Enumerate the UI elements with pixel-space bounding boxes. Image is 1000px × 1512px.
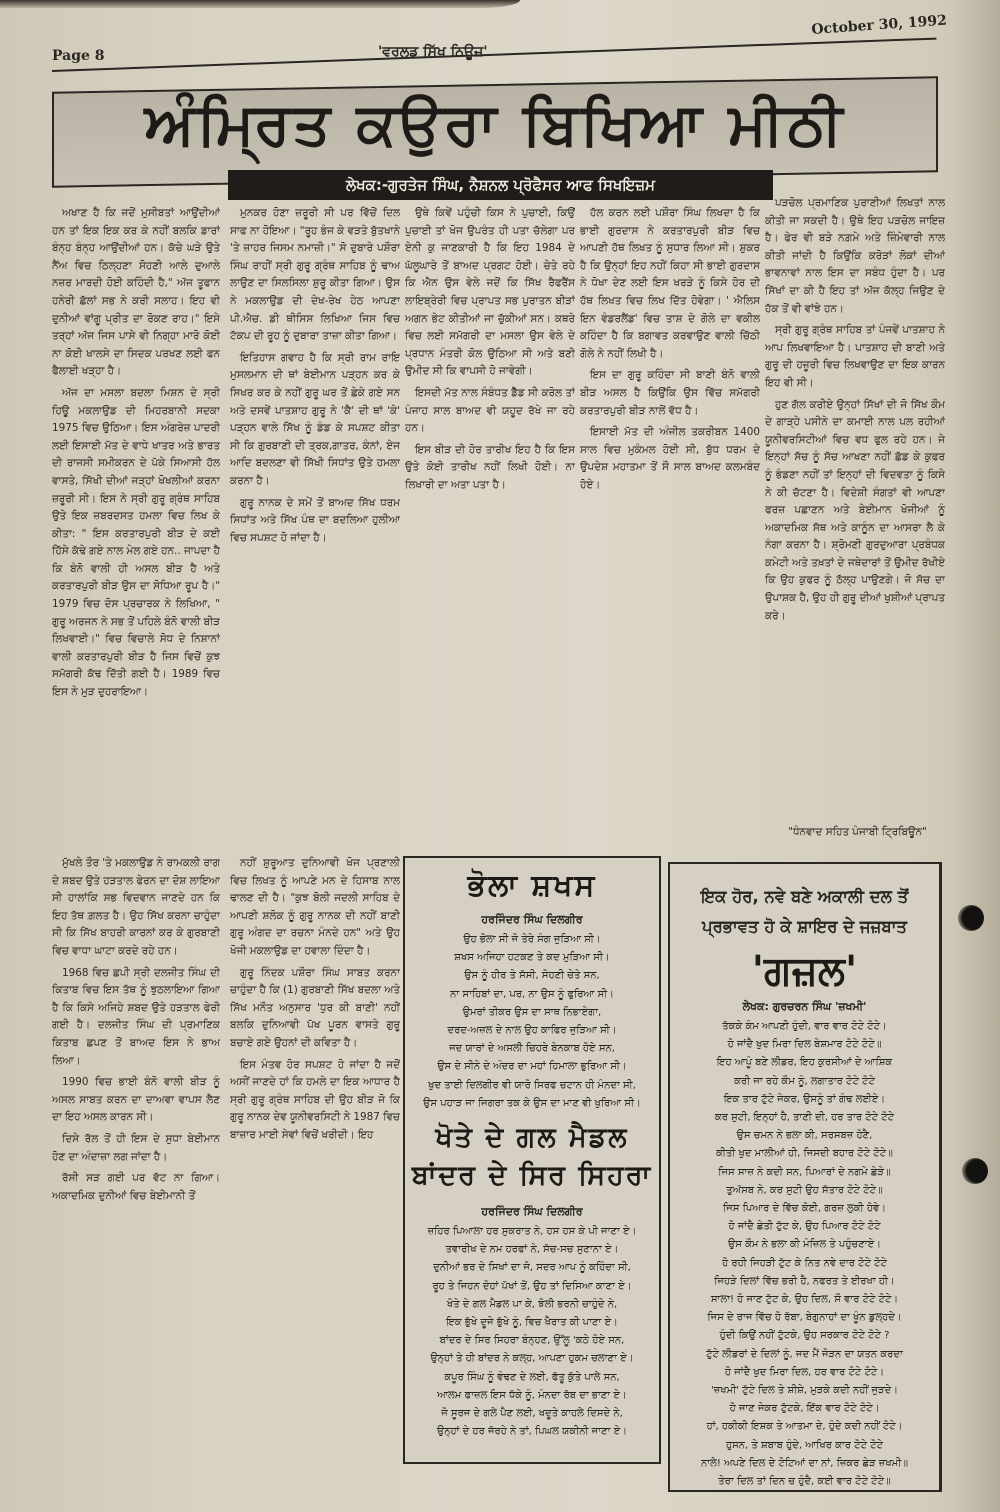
- paragraph: ਇਤਿਹਾਸ ਗਵਾਹ ਹੈ ਕਿ ਸ੍ਰੀ ਰਾਮ ਰਾਇ ਮੁਸਲਮਾਨ ਦੀ ਥਾਂ ਬੇਈਮਾਨ ਪੜ੍ਹਨ ਕਰ ਕੇ ਸਿਖਰ ਕਰ ਕੇ ਨਹੀਂ ਗੁਰੂ ਘਰ ਤੋਂ ਛੇਕੇ ਗਏ ਸਨ ਅਤੇ ਦਸਵੇਂ ਪਾਤਸ਼ਾਹ ਗੁਰੂ ਨੇ 'ਕੈ' ਦੀ ਥਾਂ 'ਕੇ' ਪੜ੍ਹਨ ਵਾਲੇ ਸਿੱਖ ਨੂੰ ਡੰਡ ਕੇ ਸਪਸ਼ਟ ਕੀਤਾ ਸੀ ਕਿ ਗੁਰਬਾਣੀ ਦੀ ਤ੍ਰਕ,ਗਾਤਰ, ਕੰਨਾਂ, ਏਜ ਆਦਿ ਬਦਲਣਾ ਵੀ ਸਿੱਖੀ ਸਿਧਾਂਤ ਉਤੇ ਹਮਲਾ ਕਰਨਾ ਹੈ।: [230, 351, 400, 487]
- poem-line: ਉਸ ਪਹਾੜ ਜਾ ਜਿਗਰਾ ਤਕ ਕੇ ਉਸ ਦਾ ਮਾਣ ਵੀ ਖੁਰਿਆ ਸੀ।: [423, 1097, 641, 1109]
- paragraph: ਇਸ ਮੰਤਵ ਹੋਰ ਸਪਸ਼ਟ ਹੋ ਜਾਂਦਾ ਹੈ ਜਦੋਂ ਅਸੀਂ ਜਾਣਦੇ ਹਾਂ ਕਿ ਹਮਲੇ ਦਾ ਇਕ ਆਧਾਰ ਹੈ ਸ੍ਰੀ ਗੁਰੂ ਗ੍ਰੰਥ ਸਾਹਿਬ ਦੀ ਉਹ ਬੀੜ ਜੋ ਕਿ ਗੁਰੂ ਨਾਨਕ ਦੇਵ ਯੂਨੀਵਰਸਿਟੀ ਨੇ 1987 ਵਿਚ ਬਾਜ਼ਾਰ ਮਾਈ ਸੇਵਾਂ ਵਿਚੋਂ ਖਰੀਦੀ। ਇਹ: [230, 1058, 400, 1141]
- poem-line: ਹੁਸਨ, ਤੇ ਸ਼ਬਾਬ ਹੁੰਦੇ, ਆਖਿਰ ਕਾਰ ਟੋਟੇ ਟੋਟੇ: [726, 1439, 883, 1451]
- paragraph: ਉਥੇ ਕਿਵੇਂ ਪਹੁੰਚੀ ਕਿਸ ਨੇ ਪੁਚਾਈ, ਕਿਉਂ ਪੁਚਾਈ ਤਾਂ ਖੋਜ ਉਪਰੰਤ ਹੀ ਪਤਾ ਚੱਲੇਗਾ ਪਰ ਏਨੀ ਕੁ ਜਾਣਕਾਰੀ ਹੈ ਕਿ ਇਹ 1984 ਦੇ ਘੱਲੂਘਾਰੇ ਤੋਂ ਬਾਅਦ ਪ੍ਰਗਟ ਹੋਈ। ਚੇਤੇ ਰਹੇ ਕਿ ਐਨ ਉਸ ਵੇਲੇ ਜਦੋਂ ਕਿ ਸਿੱਖ ਰੈਫਰੈਂਸ ਲਾਇਬ੍ਰੇਰੀ ਵਿਚ ਪ੍ਰਾਪਤ ਸਭ ਪੁਰਾਤਨ ਬੀੜਾਂ ਅਗਨ ਭੇਟ ਕੀਤੀਆਂ ਜਾ ਚੁੱਕੀਆਂ ਸਨ। ਕਥਰੇ ਵਿਚ ਲਈ ਸਮੱਗਰੀ ਦਾ ਮਸਲਾ ਉਸ ਵੇਲੇ ਦੇ ਪ੍ਰਧਾਨ ਮੰਤਰੀ ਕੋਲ ਉਠਿਆ ਸੀ ਅਤੇ ਬਣੀ ਉਮੀਦ ਸੀ ਕਿ ਵਾਪਸੀ ਹੋ ਜਾਵੇਗੀ।: [405, 207, 575, 378]
- paragraph: ਮੁੱਖਲੇ ਤੌਰ 'ਤੇ ਮਕਲਾਉਡ ਨੇ ਰਾਮਕਲੀ ਰਾਗ ਦੇ ਸ਼ਬਦ ਉਤੇ ਹੜਤਾਲ ਫੇਰਨ ਦਾ ਦੋਸ਼ ਲਾਇਆ ਸੀ ਹਾਲਾਂਕਿ ਸਭ ਵਿਦਵਾਨ ਜਾਣਦੇ ਹਨ ਕਿ ਇਹ ਤੱਥ ਗ਼ਲਤ ਹੈ। ਉਹ ਸਿੱਖ ਕਰਨਾ ਚਾਹੁੰਦਾ ਸੀ ਕਿ ਸਿੱਖ ਬਾਹਰੀ ਕਾਰਨਾਂ ਕਰ ਕੇ ਗੁਰਬਾਣੀ ਵਿਚ ਵਾਧਾ ਘਾਟਾ ਕਰਦੇ ਰਹੇ ਹਨ।: [52, 857, 220, 957]
- paragraph: ਗੁਰੂ ਨਾਨਕ ਦੇ ਸਮੇਂ ਤੋਂ ਬਾਅਦ ਸਿੱਖ ਧਰਮ ਸਿਧਾਂਤ ਅਤੇ ਸਿੱਖ ਪੰਥ ਦਾ ਬਦਲਿਆ ਹੁਲੀਆ ਵਿਚ ਸਪਸ਼ਟ ਹੋ ਜਾਂਦਾ ਹੈ।: [230, 496, 400, 544]
- article-column-3: [405, 205, 575, 845]
- poem-heading: ਇਕ ਹੋਰ, ਨਵੇ ਬਣੇ ਅਕਾਲੀ ਦਲ ਤੋਂ: [700, 887, 909, 906]
- paragraph: ਇਸਾਈ ਮੱਤ ਦੀ ਅੰਜੀਲ ਤਕਰੀਬਨ 1400 ਸਾਲ ਵਿਚ ਮੁਕੰਮਲ ਹੋਈ ਸੀ, ਬੁੱਧ ਧਰਮ ਦੇ ਉਪਦੇਸ਼ ਮਹਾਤਮਾ ਤੋਂ ਸੌ ਸਾਲ ਬਾਅਦ ਕਲਮਬੰਦ ਹੋਏ।: [580, 426, 760, 491]
- paragraph: ਗੁਰੂ ਨਿੰਦਕ ਪਸ਼ੌਰਾ ਸਿੰਘ ਸਾਬਤ ਕਰਨਾ ਚਾਹੁੰਦਾ ਹੈ ਕਿ (1) ਗੁਰਬਾਣੀ ਸਿੱਖ ਬਦਲਾ ਅਤੇ ਸਿੱਖ ਮਨੌਤ ਅਨੁਸਾਰ 'ਧੁਰ ਕੀ ਬਾਣੀ' ਨਹੀਂ ਬਲਕਿ ਦੁਨਿਆਵੀ ਪੱਖ ਪੂਰਨ ਵਾਸਤੇ ਗੁਰੂ ਬਚਾਏ ਗਏ ਉਹਨਾਂ ਦੀ ਕਵਿਤਾ ਹੈ।: [230, 966, 400, 1049]
- headline: ਅੰਮ੍ਰਿਤ ਕਉਰਾ ਬਿਖਿਆ ਮੀਠੀ: [144, 90, 846, 158]
- poem-line: ਇਕ ਤਾਰ ਟੁੱਟੇ ਜੇਕਰ, ਉਸਨੂੰ ਤਾਂ ਗੰਢ ਲਈਏ।: [723, 1093, 886, 1105]
- paragraph: ਅੱਜ ਦਾ ਮਸਲਾ ਬਦਲਾ ਮਿਸ਼ਨ ਦੇ ਸ੍ਰੀ ਹਿਊ ਮਕਲਾਉਡ ਦੀ ਮਿਹਰਬਾਨੀ ਸਦਕਾ 1975 ਵਿਚ ਉਠਿਆ। ਇਸ ਅੰਗਰੇਜ਼ ਪਾਦਰੀ ਲਈ ਇਸਾਈ ਮੱਤ ਦੇ ਵਾਧੇ ਖਾਤਰ ਅਤੇ ਭਾਰਤ ਦੀ ਰਾਜਸੀ ਸਮੀਕਰਨ ਦੇ ਪੱਕੇ ਸਿਆਸੀ ਹੱਲ ਵਾਸਤੇ, ਸਿੱਖੀ ਦੀਆਂ ਜੜ੍ਹਾਂ ਖੋਖਲੀਆਂ ਕਰਨਾ ਜ਼ਰੂਰੀ ਸੀ। ਇਸ ਨੇ ਸ੍ਰੀ ਗੁਰੂ ਗ੍ਰੰਥ ਸਾਹਿਬ ਉਤੇ ਇਕ ਜ਼ਬਰਦਸਤ ਹਮਲਾ ਵਿਚ ਲਿਖ ਕੇ ਕੀਤਾ: " ਇਸ ਕਰਤਾਰਪੁਰੀ ਬੀੜ ਦੇ ਕਈ ਹਿੱਸੇ ਕੱਢੇ ਗਏ ਨਾਲ ਮੇਲ ਗਏ ਹਨ.. ਜਾਪਦਾ ਹੈ ਕਿ ਬੰਨੋ ਵਾਲੀ ਹੀ ਅਸਲ ਬੀੜ ਹੈ ਅਤੇ ਕਰਤਾਰਪੁਰੀ ਬੀੜ ਉਸ ਦਾ ਸੋਧਿਆ ਰੂਪ ਹੈ।" 1979 ਵਿਚ ਦੋਸ ਪ੍ਰਚਾਰਕ ਨੇ ਲਿਖਿਆ, " ਗੁਰੂ ਅਰਜਨ ਨੇ ਸਭ ਤੋਂ ਪਹਿਲੇ ਬੰਨੋ ਵਾਲੀ ਬੀੜ ਲਿਖਵਾਈ।" ਵਿਚ ਵਿਚਾਲੇ ਸੋਧ ਦੇ ਨਿਸ਼ਾਨਾਂ ਵਾਲੀ ਕਰਤਾਰਪੁਰੀ ਬੀੜ ਹੈ ਜਿਸ ਵਿਚੋਂ ਕੁਝ ਸਮੱਗਰੀ ਕੱਢ ਦਿੱਤੀ ਗਈ ਹੈ। 1989 ਵਿਚ ਇਸ ਨੇ ਮੁੜ ਦੁਹਰਾਇਆ।: [52, 386, 220, 699]
- paragraph: ਇਸਦੀ ਮੱਤ ਨਾਲ ਸੰਬੰਧਤ ਡੈੱਡ ਸੀ ਕਰੋਲ ਤਾਂ ਪੰਜਾਹ ਸਾਲ ਬਾਅਦ ਵੀ ਯਹੂਦ ਰੱਖੇ ਜਾ ਰਹੇ ਹਨ।: [405, 386, 575, 435]
- poem-line: ਜਿਹੜੇ ਦਿਲਾਂ ਵਿੱਚ ਭਰੀ ਹੈ, ਨਫਰਤ ਤੇ ਈਰਖਾ ਹੀ।: [714, 1275, 895, 1287]
- poem-line: ਉਸ ਚਮਨ ਨੇ ਭਲਾ ਕੀ, ਸਰਸਬਜ਼ ਹੋਣੈ,: [736, 1130, 873, 1142]
- article-column-7: [230, 855, 400, 1485]
- poem-body: [405, 1223, 659, 1441]
- poem-title: ਬਾਂਦਰ ਦੇ ਸਿਰ ਸਿਹਰਾ: [411, 1160, 653, 1192]
- poem-line: ਕਪੂਰ ਸਿੰਘ ਨੂੰ ਵੰਢਣ ਦੇ ਲਈ, ਫੱਤੂ ਕੁੱਤੇ ਪਾਲੇ ਸਨ,: [444, 1371, 620, 1383]
- poem-author: ਲੇਖਕ: ਗੁਰਚਰਨ ਸਿੰਘ 'ਜ਼ਖਮੀ': [742, 1000, 867, 1013]
- poem-line: ਉਨ੍ਹਾਂ ਤੇ ਹੀ ਬਾਂਦਰ ਨੇ ਕਲ੍ਹ, ਆਪਣਾ ਹੁਕਮ ਚਲਾਣਾ ਏ।: [430, 1353, 634, 1365]
- paragraph: ਹੱਲ ਕਰਨ ਲਈ ਪਸ਼ੌਰਾ ਸਿੰਘ ਲਿਖਦਾ ਹੈ ਕਿ ਭਾਈ ਗੁਰਦਾਸ ਨੇ ਕਰਤਾਰਪੁਰੀ ਬੀੜ ਵਿਚ ਆਪਣੀ ਹੱਥ ਲਿਖਤ ਨੂੰ ਸੁਧਾਰ ਲਿਆ ਸੀ। ਸ਼ੁਕਰ ਹੈ ਕਿ ਉਨ੍ਹਾਂ ਇਹ ਨਹੀਂ ਕਿਹਾ ਸੀ ਭਾਈ ਗੁਰਦਾਸ ਨੇ ਧੋਖਾ ਦੇਣ ਲਈ ਇਸ ਖਰੜੇ ਨੂੰ ਕਿਸੇ ਹੋਰ ਦੀ ਹੱਥ ਲਿਖਤ ਵਿਚ ਲਿਖ ਦਿੱਤ ਹੋਵੇਗਾ। ' ਐਲਿਸ ਇਨ ਵੰਡਰਲੈਂਡ' ਵਿਚ ਤਾਸ਼ ਦੇ ਗੋਲੇ ਦਾ ਵਕੀਲ ਕਹਿੰਦਾ ਹੈ ਕਿ ਬਗਾਵਤ ਕਰਵਾਉਣ ਵਾਲੀ ਚਿੱਠੀ ਗੋਲੇ ਨੇ ਨਹੀਂ ਲਿਖੀ ਹੈ।: [580, 207, 760, 360]
- poem-line: ਹੋ ਜਾਣ ਜੇਕਰ ਟੁੱਟਕੇ, ਇੱਕ ਵਾਰ ਟੋਟੇ ਟੋਟੇ।: [729, 1403, 880, 1415]
- article-column-1: [52, 205, 220, 845]
- poem-line: ਨਾ ਸਾਹਿਬਾਂ ਦਾ, ਪਰ, ਨਾ ਉਸ ਨੂੰ ਫੁਰਿਆ ਸੀ।: [450, 988, 614, 1000]
- poem-line: ਨਾਲੇ! ਅਪਣੇ ਦਿਲ ਦੇ ਟੋਟਿਆਂ ਦਾ ਨਾਂ, ਜ਼ਿਕਰ ਛੇੜ ਜ਼ਖਮੀ॥: [701, 1457, 908, 1469]
- poem-line: ਰੂਹ ਤੇ ਜਿਹਨ ਦੋਹਾਂ ਪੱਖਾਂ ਤੋਂ, ਉਹ ਤਾਂ ਦਿਸਿਆ ਕਾਣਾ ਏ।: [432, 1280, 632, 1292]
- article-column-2: [230, 205, 400, 845]
- poem-line: ਦੁਨੀਆਂ ਭਰ ਦੇ ਸਿਖਾਂ ਦਾ ਜੋ, ਸਦਰ ਆਪ ਨੂੰ ਕਹਿੰਦਾ ਸੀ,: [433, 1262, 631, 1274]
- poem-line: ਜਿਸ ਪਿਆਰ ਦੇ ਵਿੱਚ ਕੋਈ, ਗਰਜ਼ ਲੁਕੀ ਹੋਵੇ।: [723, 1203, 886, 1215]
- paragraph: 1990 ਵਿਚ ਭਾਈ ਬੰਨੋ ਵਾਲੀ ਬੀੜ ਨੂੰ ਅਸਲ ਸਾਬਤ ਕਰਨ ਦਾ ਦਾਅਵਾ ਵਾਪਸ ਲੈਣ ਦਾ ਇਹ ਅਸਲ ਕਾਰਨ ਸੀ।: [52, 1076, 220, 1124]
- page-number: Page 8: [52, 48, 105, 64]
- poem-line: 'ਜ਼ਖਮੀ' ਟੁੱਟੇ ਦਿਲ ਤੇ ਸ਼ੀਸ਼ੇ, ਮੁੜਕੇ ਕਦੀ ਨਹੀਂ ਜੁੜਦੇ।: [711, 1385, 898, 1397]
- article-column-5: [765, 195, 945, 785]
- article-column-4: [580, 205, 760, 845]
- poem-title: ਖੋਤੇ ਦੇ ਗਲ ਮੈਡਲ: [435, 1122, 629, 1154]
- issue-date: October 30, 1992: [810, 12, 948, 38]
- binder-hole: [962, 1158, 988, 1184]
- paragraph: ਰੱਸੀ ਸੜ ਗਈ ਪਰ ਵੱਟ ਨਾ ਗਿਆ। ਅਕਾਦਮਿਕ ਦੁਨੀਆਂ ਵਿਚ ਬੇਈਮਾਨੀ ਤੋਂ: [52, 1172, 220, 1202]
- poem-line: ਉਸ ਕੌਮ ਨੇ ਭਲਾ ਕੀ ਮੰਜ਼ਿਲ ਤੇ ਪਹੁੰਚਣਾਏ।: [728, 1239, 881, 1251]
- poem-line: ਉਮਰਾਂ ਤੀਕਰ ਉਸ ਦਾ ਸਾਥ ਨਿਭਾਏਗਾ,: [462, 1006, 602, 1018]
- poem-line: ਹੋ ਰਹੀ ਜਿਹੜੀ ਟੁੱਟ ਕੇ ਨਿਤ ਨਵੇ ਦਾਰ ਟੋਟੇ ਟੋਟੇ: [722, 1257, 887, 1269]
- poem-line: ਤੱਕਕੇ ਕੰਮ ਆਪਣੀ ਹੁੰਦੀ, ਵਾਰ ਵਾਰ ਟੋਟੇ ਟੋਟੇ।: [722, 1021, 887, 1032]
- poem-body: [670, 1018, 939, 1491]
- paragraph: ਇਸ ਬੀੜ ਦੀ ਹੋਰ ਤਾਰੀਖ ਇਹ ਹੈ ਕਿ ਇਸ ਉਤੇ ਕੋਈ ਤਾਰੀਖ ਨਹੀਂ ਲਿਖੀ ਹੋਈ। ਨਾ ਲਿਖਾਰੀ ਦਾ ਅਤਾ ਪਤਾ ਹੈ।: [405, 443, 575, 491]
- poem-line: ਕੀਤੀ ਖੁਦ ਮਾਲੀਆਂ ਹੀ, ਜਿਸਦੀ ਬਹਾਰ ਟੋਟੇ ਟੋਟੇ॥: [716, 1148, 893, 1160]
- poem-box-right: [668, 862, 942, 1492]
- poem-line: ਖੋਤੇ ਦੇ ਗਲ ਮੈਡਲ ਪਾ ਕੇ, ਝੋਲੀ ਭਰਨੀ ਚਾਹੁੰਦੇ ਨੇ,: [446, 1298, 618, 1310]
- poem-heading: ਪ੍ਰਭਾਵਤ ਹੋ ਕੇ ਸ਼ਾਇਰ ਦੇ ਜਜ਼ਬਾਤ: [701, 917, 907, 936]
- header-rule: [52, 38, 936, 72]
- poem-line: ਕਰੀ ਜਾ ਰਹੇ ਕੌਮ ਨੂੰ, ਲਗਾਤਾਰ ਟੋਟੇ ਟੋਟੇ: [734, 1075, 875, 1087]
- poem-line: ਜ਼ਹਿਰ ਪਿਆਲਾ ਹਰ ਸੁਕਰਾਤ ਨੇ, ਹਸ ਹਸ ਕੇ ਪੀ ਜਾਣਾ ਏ।: [427, 1226, 637, 1238]
- poem-line: ਤੇਰਾ ਦਿਲ ਤਾਂ ਦਿਨ ਚ ਹੁੰਦੈ, ਕਈ ਵਾਰ ਟੋਟੇ ਟੋਟੇ॥: [718, 1476, 891, 1488]
- poem-line: ਹੋ ਜਾਂਦੈ ਖੁਦ ਮਿਰਾ ਦਿਲ ਬੇਸ਼ਮਾਰ ਟੋਟੇ ਟੋਟੇ॥: [727, 1039, 882, 1051]
- poem-line: ਉਸ ਨੂੰ ਹੀਰ ਤੇ ਸੱਸੀ, ਸੋਹਣੀ ਚੇਤੇ ਸਨ,: [464, 970, 600, 982]
- paragraph: ਹੁਣ ਗੱਲ ਕਰੀਏ ਉਨ੍ਹਾਂ ਸਿੱਖਾਂ ਦੀ ਜੋ ਸਿੱਖ ਕੌਮ ਦੇ ਗਾੜ੍ਹੇ ਪਸੀਨੇ ਦਾ ਕਮਾਈ ਨਾਲ ਪਲ ਰਹੀਆਂ ਯੂਨੀਵਰਸਿਟੀਆਂ ਵਿਚ ਵਧ ਫੁਲ ਰਹੇ ਹਨ। ਜੇ ਇਨ੍ਹਾਂ ਸੱਚ ਨੂੰ ਸੱਚ ਆਖਣਾ ਨਹੀਂ ਛੱਡ ਕੇ ਕੁਫਰ ਨੂੰ ਭੰਡਣਾ ਨਹੀਂ ਤਾਂ ਇਨ੍ਹਾਂ ਦੀ ਵਿਦਵਤਾ ਨੂੰ ਕਿਸੇ ਨੇ ਕੀ ਚੱਟਣਾ ਹੈ। ਵਿਦੇਸ਼ੀ ਸੰਗਤਾਂ ਵੀ ਆਪਣਾ ਫਰਜ਼ ਪਛਾਣਨ ਅਤੇ ਬੇਈਮਾਨ ਖੋਜੀਆਂ ਨੂੰ ਅਕਾਦਮਿਕ ਸੱਥ ਅਤੇ ਕਾਨੂੰਨ ਦਾ ਆਸਰਾ ਲੈ ਕੇ ਨੰਗਾ ਕਰਨਾ ਹੈ। ਸ਼੍ਰੋਮਣੀ ਗੁਰਦੁਆਰਾ ਪ੍ਰਬੰਧਕ ਕਮੇਟੀ ਅਤੇ ਤਖ਼ਤਾਂ ਦੇ ਜਥੇਦਾਰਾਂ ਤੋਂ ਉਮੀਦ ਰੱਖੀਏ ਕਿ ਉਹ ਕੁਫਰ ਨੂੰ ਠੱਲ੍ਹ ਪਾਉਣਗੇ। ਜੋ ਸੱਚ ਦਾ ਉਪਾਸ਼ਕ ਹੈ, ਉਹ ਹੀ ਗੁਰੂ ਦੀਆਂ ਖੁਸ਼ੀਆਂ ਪ੍ਰਾਪਤ ਕਰੇ।: [765, 398, 945, 622]
- poem-line: ਸ਼ਖਸ ਅਜਿਹਾ ਹਟਕਣ ਤੇ ਕਦ ਮੁੜਿਆ ਸੀ।: [454, 952, 610, 964]
- paragraph: ਸ੍ਰੀ ਗੁਰੂ ਗ੍ਰੰਥ ਸਾਹਿਬ ਤਾਂ ਪੰਜਵੇਂ ਪਾਤਸ਼ਾਹ ਨੇ ਆਪ ਲਿਖਵਾਇਆ ਹੈ। ਪਾਤਸ਼ਾਹ ਦੀ ਬਾਣੀ ਅਤੇ ਗੁਰੂ ਦੀ ਹਜ਼ੂਰੀ ਵਿਚ ਲਿਖਵਾਉਣ ਦਾ ਇਕ ਕਾਰਨ ਇਹ ਵੀ ਸੀ।: [765, 324, 945, 389]
- byline: ਲੇਖਕ:-ਗੁਰਤੇਜ ਸਿੰਘ, ਨੈਸ਼ਨਲ ਪ੍ਰੋਫੈਸਰ ਆਫ ਸਿਖਇਜ਼ਮ: [228, 170, 773, 200]
- poem-line: ਤੁਅੱਸਬ ਨੇ, ਕਰ ਸੁਟੀ ਉਹ ਸੱਤਾਰ ਟੋਟੇ ਟੋਟੇ॥: [726, 1184, 883, 1196]
- poem-line: ਹੁੰਦੀ ਕਿਉਂ ਨਹੀਂ ਟੁੱਟਕੇ, ਉਹ ਸਰਕਾਰ ਟੋਟੇ ਟੋਟੇ ?: [719, 1330, 890, 1342]
- poem-title: 'ਗਜ਼ਲ': [751, 948, 858, 994]
- poem-line: ਤਵਾਰੀਖ ਦੇ ਨਮ ਹਰਫਾਂ ਨੇ, ਸੱਚ-ਸਚ ਸੁਣਾਨਾ ਏ।: [445, 1244, 619, 1256]
- paragraph: ਇਸ ਦਾ ਗੁਰੂ ਕਹਿੰਦਾ ਸੀ ਬਾਣੀ ਬੰਨੋ ਵਾਲੀ ਬੀੜ ਅਸਲ ਹੈ ਕਿਉਂਕਿ ਉਸ ਵਿੱਚ ਸਮੱਗਰੀ ਕਰਤਾਰਪੁਰੀ ਬੀੜ ਨਾਲੋਂ ਵੱਧ ਹੈ।: [580, 369, 760, 417]
- poem-line: ਉਸ ਦੇ ਸੀਨੇ ਦੇ ਅੰਦਰ ਦਾ ਮਹਾਂ ਹਿਮਾਲਾ ਭੁਰਿਆ ਸੀ।: [437, 1061, 627, 1073]
- paragraph: ਦਿਸੇ ਰੱਲ ਤੋਂ ਹੀ ਇਸ ਦੇ ਸੁਧਾ ਬੇਈਮਾਨ ਹੋਣ ਦਾ ਅੰਦਾਜ਼ਾ ਲਗ ਜਾਂਦਾ ਹੈ।: [52, 1132, 220, 1163]
- poem-line: ਇਹ ਆਪੂੰ ਬਣੇ ਲੀਡਰ, ਇਹ ਕੁਰਸੀਆਂ ਦੇ ਆਸ਼ਿਕ: [716, 1057, 893, 1069]
- paragraph: 1968 ਵਿਚ ਛਪੀ ਸ੍ਰੀ ਦਲਜੀਤ ਸਿੰਘ ਦੀ ਕਿਤਾਬ ਵਿਚ ਇਸ ਤੱਥ ਨੂੰ ਝੁਠਲਾਇਆ ਗਿਆ ਹੈ ਕਿ ਕਿਸੇ ਅਜਿਹੇ ਸ਼ਬਦ ਉਤੇ ਹੜਤਾਲ ਫੇਰੀ ਗਈ ਹੈ। ਦਲਜੀਤ ਸਿੰਘ ਦੀ ਪ੍ਰਮਾਣਿਕ ਕਿਤਾਬ ਛਪਣ ਤੋਂ ਬਾਅਦ ਇਸ ਨੇ ਭਾਅ ਲਿਆ।: [52, 966, 220, 1067]
- paragraph: ਮੁਨਕਰ ਹੋਣਾ ਜ਼ਰੂਰੀ ਸੀ ਪਰ ਵਿੱਚੋਂ ਦਿਲ ਸਾਫ ਨਾ ਹੋਇਆ। "ਰੂਹ ਭੰਜ ਕੇ ਵੜਤੇ ਬੁੱਤਖਾਨੇ 'ਤੇ ਜ਼ਾਹਰ ਜਿਸਮ ਨਮਾਜ਼ੀ।" ਸੋ ਦੁਬਾਰੇ ਪਸ਼ੌਰਾ ਸਿੰਘ ਰਾਹੀਂ ਸ੍ਰੀ ਗੁਰੂ ਗ੍ਰੰਥ ਸਾਹਿਬ ਨੂੰ ਢਾਅ ਲਾਉਣ ਦਾ ਸਿਲਸਿਲਾ ਸ਼ੁਰੂ ਕੀਤਾ ਗਿਆ। ਉਸ ਨੇ ਮਕਲਾਉਡ ਦੀ ਦੇਖ-ਰੇਖ ਹੇਠ ਆਪਣਾ ਪੀ.ਐਚ. ਡੀ ਥੀਸਿਸ ਲਿਖਿਆ ਜਿਸ ਵਿਚ ਟੱਕਪ ਦੀ ਰੂਹ ਨੂੰ ਦੁਬਾਰਾ ਤਾਜ਼ਾ ਕੀਤਾ ਗਿਆ।: [230, 207, 400, 343]
- paragraph: ਨਹੀਂ ਸ਼ੁਰੂਆਤ ਦੁਨਿਆਵੀ ਖੋਜ ਪ੍ਰਣਾਲੀ ਵਿਚ ਲਿਖਤ ਨੂੰ ਆਪਣੇ ਮਨ ਦੇ ਹਿਸਾਬ ਨਾਲ ਢਾਲਣ ਦੀ ਹੈ। "ਕੁਝ ਬੋਲੀ ਜਦਲੀ ਸਾਹਿਬ ਦੇ ਆਪਣੀ ਸ਼ਲੋਕ ਨੂੰ ਗੁਰੂ ਨਾਨਕ ਦੀ ਨਹੀਂ ਬਾਣੀ ਗੁਰੂ ਅੰਗਦ ਦਾ ਰਚਨਾ ਮੰਨਦੇ ਹਨ" ਅਤੇ ਉਹ ਖੋਜੀ ਮਕਲਾਉਡ ਦਾ ਹਵਾਲਾ ਦਿੰਦਾ ਹੈ।: [230, 857, 400, 957]
- poem-author: ਹਰਜਿੰਦਰ ਸਿੰਘ ਦਿਲਗੀਰ: [481, 913, 583, 926]
- poem-title: ਭੋਲਾ ਸ਼ਖਸ: [467, 868, 597, 903]
- poem-line: ਆਲਮ ਫਾਜ਼ਲ ਇਸ ਧੱਕੇ ਨੂੰ, ਮੰਨਦਾ ਰੱਬ ਦਾ ਭਾਣਾ ਏ।: [437, 1389, 627, 1401]
- poem-box-left: [403, 856, 661, 1464]
- poem-line: ਹੋ ਜਾਂਦੈ ਖੁਦ ਮਿਰਾ ਦਿਲ, ਹਰ ਵਾਰ ਟੋਟੇ ਟੋਟੇ।: [724, 1366, 885, 1378]
- poem-line: ਸਾਲਾ! ਹੋ ਜਾਣ ਟੁੱਟ ਕੇ, ਉਹ ਦਿਲ, ਸੌ ਵਾਰ ਟੋਟੇ ਟੋਟੇ।: [710, 1294, 899, 1306]
- poem-body: [405, 931, 659, 1113]
- poem-line: ਉਨ੍ਹਾਂ ਦੇ ਹਰ ਜੱਰਹੇ ਨੇ ਤਾਂ, ਪਿਘਲ ਯਕੀਨੀ ਜਾਣਾ ਏ।: [437, 1426, 627, 1438]
- poem-line: ਹੋ ਜਾਂਦੈ ਛੇਤੀ ਟੁੱਟ ਕੇ, ਉਹ ਪਿਆਰ ਟੋਟੇ ਟੋਟੇ: [728, 1221, 881, 1233]
- poem-line: ਜਿਸ ਦੇ ਰਾਜ ਵਿੱਚ ਹੋ ਰੱਬਾ, ਬੇਗੁਨਾਹਾਂ ਦਾ ਖੂੰਨ ਡੁਲ੍ਹਦੇ।: [707, 1312, 902, 1324]
- poem-line: ਟੁੱਟੇ ਲੀਡਰਾਂ ਦੇ ਦਿਲਾਂ ਨੂੰ, ਜਦ ਮੈਂ ਜੋੜਨ ਦਾ ਯਤਨ ਕਰਦਾ: [706, 1348, 903, 1360]
- poem-author: ਹਰਜਿੰਦਰ ਸਿੰਘ ਦਿਲਗੀਰ: [481, 1205, 583, 1219]
- poem-line: ਖੁਦ ਤਾਈ ਦਿਲਗੀਰ ਵੀ ਯਾਰੋ ਸਿਰਫ ਚਟਾਨ ਹੀ ਮੰਨਦਾ ਸੀ,: [428, 1079, 636, 1091]
- poem-line: ਕਰ ਸੁਟੀ, ਇਨ੍ਹਾਂ ਹੈ, ਤਾਣੀ ਦੀ, ਹਰ ਤਾਰ ਟੋਟੇ ਟੋਟੇ: [714, 1112, 895, 1124]
- poem-line: ਜੋ ਸੂਰਜ ਦੇ ਗਲੇ ਪੈਣ ਲਈ, ਖਦੂਤੇ ਕਾਹਲੇ ਦਿਸਦੇ ਨੇ,: [441, 1408, 623, 1420]
- poem-line: ਦਰਦ-ਅਜ਼ਲ ਦੇ ਨਾਲ ਉਹ ਕਾਫਿਰ ਜੁੜਿਆ ਸੀ।: [447, 1025, 617, 1037]
- poem-line: ਬਾਂਦਰ ਦੇ ਸਿਰ ਸਿਹਰਾ ਬੰਨ੍ਹਣ, ਉੱਲੂ 'ਕਠੇ ਹੋਏ ਸਨ,: [439, 1335, 625, 1347]
- article-credit: "ਧੰਨਵਾਦ ਸਹਿਤ ਪੰਜਾਬੀ ਟ੍ਰਿਬਿਊਨ": [788, 826, 927, 838]
- page-top-shadow: [0, 0, 520, 8]
- poem-line: ਉਹ ਭੋਲਾ ਸੀ ਜੋ ਤੇਰੇ ਸੰਗ ਜੁੜਿਆ ਸੀ।: [463, 934, 601, 945]
- paragraph: ਅਖਾਣ ਹੈ ਕਿ ਜਦੋਂ ਮੁਸੀਬਤਾਂ ਆਉਂਦੀਆਂ ਹਨ ਤਾਂ ਇਕ ਇਕ ਕਰ ਕੇ ਨਹੀਂ ਬਲਕਿ ਡਾਰਾਂ ਬੰਨ੍ਹ ਬੰਨ੍ਹ ਆਉਂਦੀਆਂ ਹਨ। ਕੱਚੇ ਘੜੇ ਉਤੇ ਨੈਂਅ ਵਿਚ ਠਿਲ੍ਹਣਾ ਸੋਹਣੀ ਆਲੇ ਦੁਆਲੇ ਨਜ਼ਰ ਮਾਰਦੀ ਹੋਈ ਕਹਿੰਦੀ ਹੈ," ਅੱਜ ਤੂਫਾਨ ਹਨੇਰੀ ਛੱਲਾਂ ਸਭ ਨੇ ਕਰੀ ਸਲਾਹ। ਇਹ ਵੀ ਦੁਨੀਆਂ ਵਾਂਗੂ ਪ੍ਰੀਤ ਦਾ ਰੋਕਣ ਰਾਹ।" ਇਸੇ ਤਰ੍ਹਾਂ ਅੱਜ ਜਿਸ ਪਾਸੇ ਵੀ ਨਿਗ੍ਹਾ ਮਾਰੋ ਕੋਈ ਨਾ ਕੋਈ ਖਾਲਸੇ ਦਾ ਸਿਦਕ ਪਰਖਣ ਲਈ ਫਨ ਫੈਲਾਈ ਖੜ੍ਹਾ ਹੈ।: [52, 207, 220, 378]
- poem-line: ਜਦ ਯਾਰਾਂ ਦੇ ਅਸਲੀ ਚਿਹਰੇ ਬੇਨਕਾਬ ਹੋਏ ਸਨ,: [449, 1043, 615, 1055]
- poem-line: ਜਿਸ ਸਾਜ਼ ਨੇ ਕਦੀ ਸਨ, ਪਿਆਰਾਂ ਦੇ ਨਗਮੇ ਛੇੜੇ॥: [718, 1166, 891, 1178]
- poem-line: ਇਕ ਭੁੱਖੇ ਦੂਜੇ ਭੁੱਖੇ ਨੂੰ, ਵਿਚ ਖੈਰਾਤ ਕੀ ਪਾਣਾ ਏ।: [446, 1317, 618, 1329]
- masthead: 'ਵਰਲਡ ਸਿੱਖ ਨਿਊਜ਼': [378, 44, 488, 60]
- poem-line: ਹਾਂ, ਹਕੀਕੀ ਇਸ਼ਕ ਤੇ ਆਤਮਾ ਦੇ, ਹੁੰਦੇ ਕਦੀ ਨਹੀਂ ਟੋਟੇ।: [706, 1421, 903, 1433]
- paragraph: ਪੜਚੋਲ ਪ੍ਰਮਾਣਿਕ ਪੁਰਾਣੀਆਂ ਲਿਖਤਾਂ ਨਾਲ ਕੀਤੀ ਜਾ ਸਕਦੀ ਹੈ। ਉਥੇ ਇਹ ਪੜਚੋਲ ਜਾਇਜ਼ ਹੈ। ਫੇਰ ਵੀ ਬੜੇ ਨਗ਼ਮੇ ਅਤੇ ਜ਼ਿੰਮੇਵਾਰੀ ਨਾਲ ਕੀਤੀ ਜਾਂਦੀ ਹੈ ਕਿਉਂਕਿ ਕਰੋੜਾਂ ਲੋਕਾਂ ਦੀਆਂ ਭਾਵਨਾਵਾਂ ਨਾਲ ਇਸ ਦਾ ਸਬੰਧ ਹੁੰਦਾ ਹੈ। ਪਰ ਸਿੱਖਾਂ ਦਾ ਕੀ ਹੈ ਇਹ ਤਾਂ ਅੱਜ ਕੱਲ੍ਹ ਜਿਉਣ ਦੇ ਹੱਕ ਤੋਂ ਵੀ ਵਾਂਝੇ ਹਨ।: [765, 197, 945, 315]
- binder-hole: [958, 905, 984, 931]
- page-edge-shadow: [952, 0, 1000, 1512]
- article-column-6: [52, 855, 220, 1485]
